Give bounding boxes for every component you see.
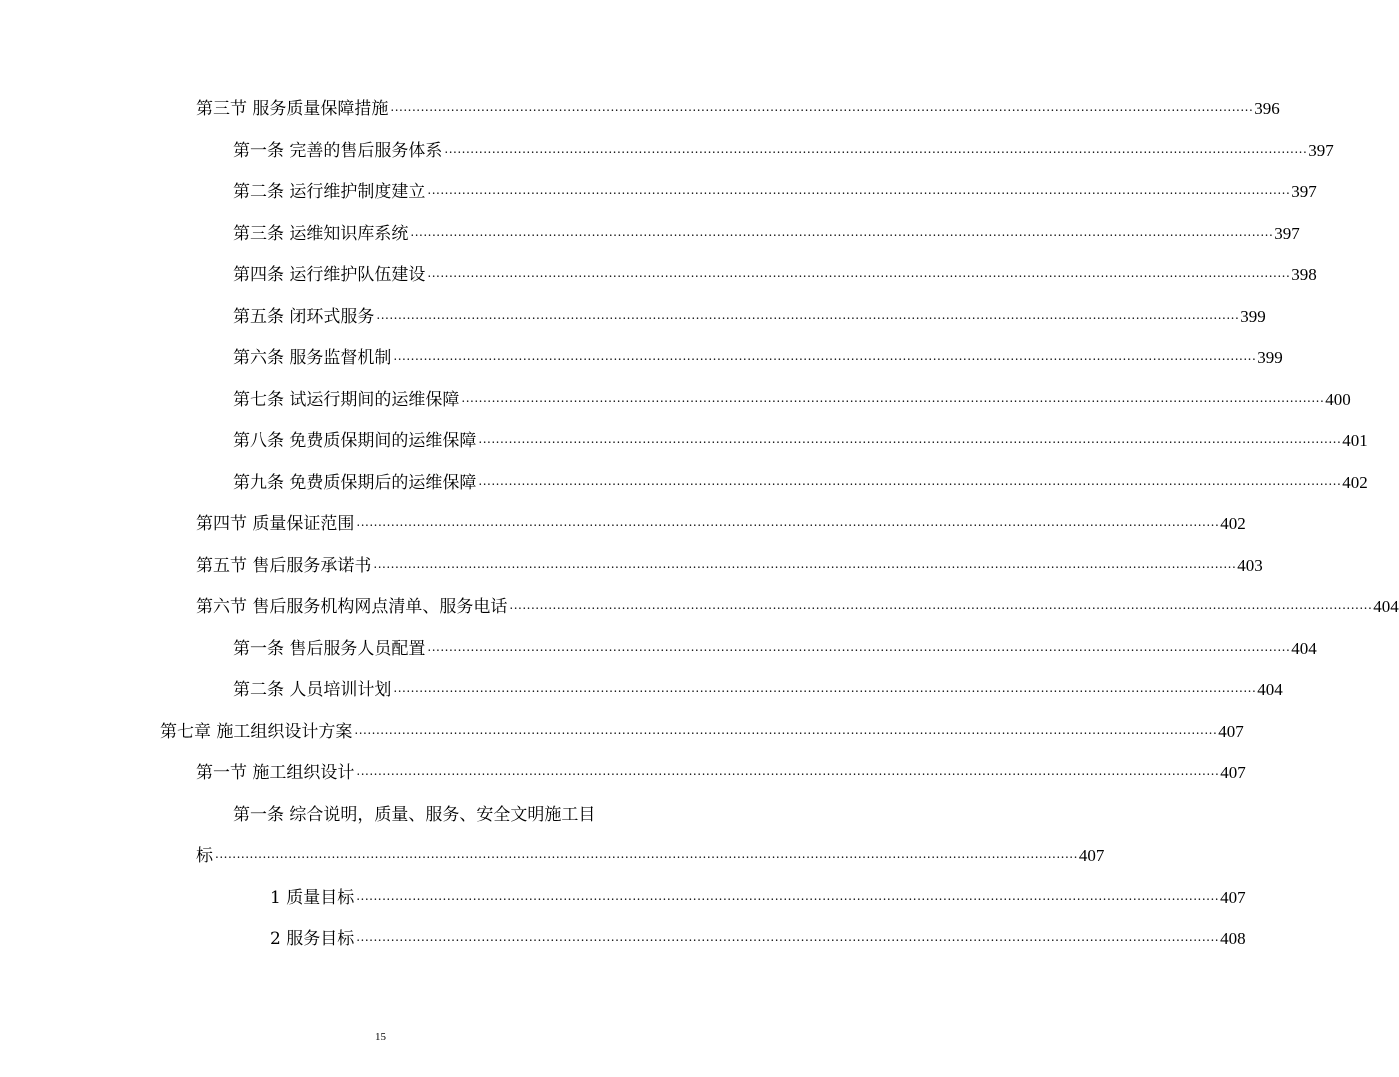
toc-entry-title: 第一条 完善的售后服务体系 — [233, 141, 443, 161]
toc-entry-page: 407 — [1220, 888, 1246, 907]
toc-entry[interactable] — [270, 885, 1246, 911]
toc-entry[interactable] — [233, 387, 1351, 413]
toc-dot-leader: ........................................................................................................................................................................................................ — [427, 640, 1291, 654]
toc-entry[interactable] — [233, 262, 1317, 288]
toc-dot-leader: ........................................................................................................................................................................................................ — [356, 889, 1220, 903]
toc-dot-leader: ........................................................................................................................................................................................................ — [356, 930, 1220, 944]
toc-dot-leader: ........................................................................................................................................................................................................ — [354, 723, 1218, 737]
toc-dot-leader: ........................................................................................................................................................................................................ — [478, 432, 1342, 446]
toc-entry-page: 404 — [1373, 597, 1399, 616]
toc-dot-leader: ........................................................................................................................................................................................................ — [356, 515, 1220, 529]
toc-dot-leader: ........................................................................................................................................................................................................ — [444, 142, 1308, 156]
toc-entry-page: 403 — [1237, 556, 1263, 575]
toc-entry-title: 第一条 售后服务人员配置 — [233, 639, 426, 659]
toc-entry-wrapped-first-line[interactable] — [233, 802, 595, 828]
toc-dot-leader: ........................................................................................................................................................................................................ — [393, 681, 1257, 695]
toc-entry[interactable] — [233, 677, 1283, 703]
toc-entry[interactable] — [233, 179, 1317, 205]
toc-entry-title: 第六条 服务监督机制 — [233, 348, 392, 368]
toc-entry-page: 399 — [1240, 307, 1266, 326]
toc-entry[interactable] — [233, 304, 1266, 330]
toc-entry-title: 第六节 售后服务机构网点清单、服务电话 — [196, 597, 508, 617]
toc-entry[interactable] — [233, 470, 1368, 496]
toc-entry-title: 第九条 免费质保期后的运维保障 — [233, 473, 477, 493]
toc-dot-leader: ........................................................................................................................................................................................................ — [410, 225, 1274, 239]
toc-entry[interactable] — [233, 138, 1334, 164]
toc-dot-leader: ........................................................................................................................................................................................................ — [461, 391, 1325, 405]
toc-entry-title: 第三节 服务质量保障措施 — [196, 99, 389, 119]
toc-entry[interactable] — [196, 511, 1246, 537]
toc-entry[interactable] — [160, 719, 1244, 745]
toc-entry-title: 第五条 闭环式服务 — [233, 307, 375, 327]
toc-entry-page: 402 — [1342, 473, 1368, 492]
toc-dot-leader: ........................................................................................................................................................................................................ — [393, 349, 1257, 363]
toc-entry-title: 第四节 质量保证范围 — [196, 514, 355, 534]
toc-entry-page: 399 — [1257, 348, 1283, 367]
toc-entry-wrapped-continuation[interactable] — [196, 843, 1105, 869]
toc-entry-title: 第七章 施工组织设计方案 — [160, 722, 353, 742]
toc-dot-leader: ........................................................................................................................................................................................................ — [427, 266, 1291, 280]
toc-entry-title: 第一节 施工组织设计 — [196, 763, 355, 783]
toc-entry-page: 404 — [1291, 639, 1317, 658]
toc-entry-page: 407 — [1078, 846, 1105, 865]
toc-entry-page: 397 — [1308, 141, 1334, 160]
toc-entry-page: 407 — [1218, 722, 1244, 741]
toc-entry-page: 401 — [1342, 431, 1368, 450]
toc-entry[interactable] — [233, 221, 1300, 247]
toc-entry-page: 396 — [1254, 99, 1280, 118]
toc-entry-page: 402 — [1220, 514, 1246, 533]
toc-entry[interactable] — [196, 760, 1246, 786]
toc-dot-leader: ........................................................................................................................................................................................................ — [427, 183, 1291, 197]
toc-entry[interactable] — [233, 636, 1317, 662]
toc-entry-title: 第二条 运行维护制度建立 — [233, 182, 426, 202]
toc-entry[interactable] — [233, 345, 1283, 371]
toc-entry-page: 407 — [1220, 763, 1246, 782]
toc-dot-leader: ........................................................................................................................................................................................................ — [373, 557, 1237, 571]
toc-entry-title: 第三条 运维知识库系统 — [233, 224, 409, 244]
toc-entry[interactable] — [196, 553, 1263, 579]
toc-entry[interactable] — [196, 594, 1399, 620]
toc-dot-leader: ........................................................................................................................................................................................................ — [215, 847, 1078, 861]
toc-entry-page: 404 — [1257, 680, 1283, 699]
toc-entry-title: 1 质量目标 — [270, 888, 355, 908]
toc-dot-leader: ........................................................................................................................................................................................................ — [356, 764, 1220, 778]
page-number: 15 — [375, 1031, 386, 1043]
toc-dot-leader: ........................................................................................................................................................................................................ — [390, 100, 1254, 114]
toc-entry-page: 397 — [1291, 182, 1317, 201]
toc-entry-title: 第二条 人员培训计划 — [233, 680, 392, 700]
toc-entry-page: 398 — [1291, 265, 1317, 284]
toc-entry-page: 397 — [1274, 224, 1300, 243]
toc-entry[interactable] — [233, 428, 1368, 454]
toc-dot-leader: ........................................................................................................................................................................................................ — [376, 308, 1240, 322]
toc-entry-title: 第八条 免费质保期间的运维保障 — [233, 431, 477, 451]
toc-entry-title-continuation: 标 — [196, 846, 213, 866]
toc-dot-leader: ........................................................................................................................................................................................................ — [478, 474, 1342, 488]
toc-entry-title: 第七条 试运行期间的运维保障 — [233, 390, 460, 410]
toc-entry-page: 400 — [1325, 390, 1351, 409]
toc-entry[interactable] — [270, 926, 1246, 952]
toc-entry-title: 第四条 运行维护队伍建设 — [233, 265, 426, 285]
toc-entry-title: 第一条 综合说明，质量、服务、安全文明施工目 — [233, 805, 596, 825]
toc-entry-title: 第五节 售后服务承诺书 — [196, 556, 372, 576]
toc-entry-page: 408 — [1220, 929, 1246, 948]
toc-entry-title: 2 服务目标 — [270, 929, 355, 949]
toc-dot-leader: ........................................................................................................................................................................................................ — [509, 598, 1373, 612]
toc-entry[interactable] — [196, 96, 1280, 122]
